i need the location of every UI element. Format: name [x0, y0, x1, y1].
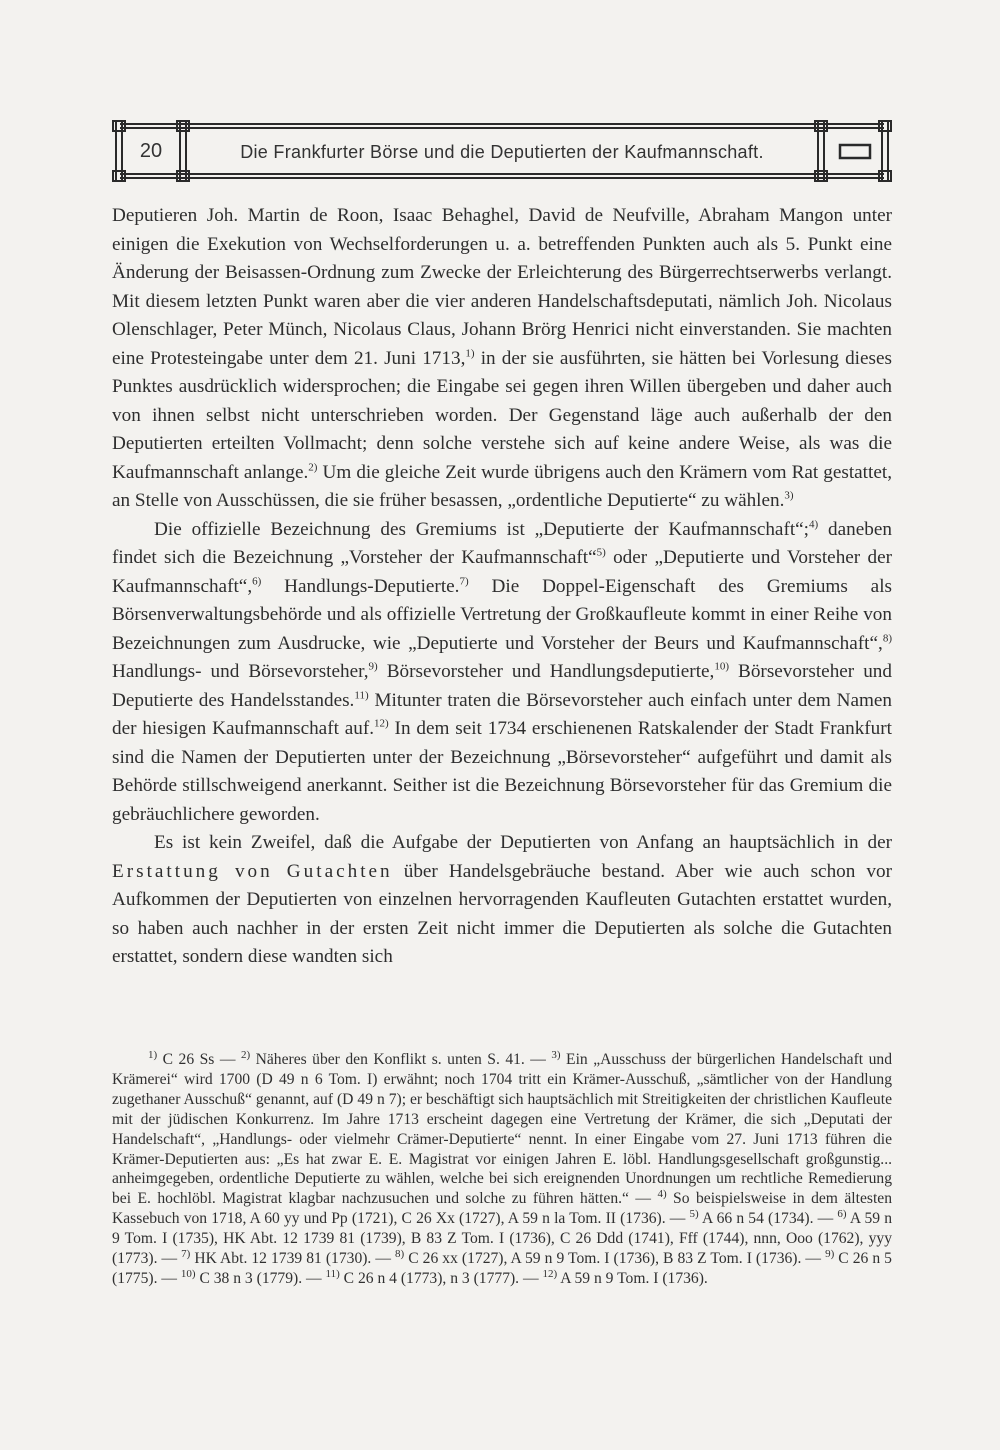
footnote-ref: 5) [596, 546, 606, 559]
footnote-ref: 9) [368, 660, 378, 673]
footnote-ref: 4) [809, 518, 819, 531]
footnote-text: C 26 Ss — [157, 1051, 241, 1068]
page-number: 20 [139, 140, 163, 162]
footnote-ref: 12) [374, 717, 389, 730]
footnote-text: HK Abt. 12 1739 81 (1730). — [190, 1250, 395, 1268]
footnote-text: Ein „Ausschuss der bürgerlichen Handelschaft und Krämerei“ wird 1700 (D 49 n 6 Tom. I) erwähnt; noch 1704 tritt ein Krämer-Ausschuß, „sämtlicher von der Handlung zugethaner Ausschuß“ genannt, auf (D 49 n 7); er beschäftigt sich hauptsächlich mit Streitigkeiten der christlichen Kaufleute mit der jüdischen Konkurrenz. Im Jahre 1713 erscheint dagegen eine Vertretung der Krämer, die sich „Deputati der Handelschaft“, „Handlungs- oder vielmehr Crämer-Deputierte“ nennt. In einer Eingabe vom 27. Juni 1713 führen die Krämer-Deputierten aus: „Es hat zwar E. E. Magistrat vor einigen Jahren E. löbl. Handlungsgesellschaft großgunstig... anheimgegeben, ordentliche Deputierte zu wählen, welche bei sich ereignenden Unordnungen um rechtliche Remedierung bei E. hochlöbl. Magistrat klagbar nachzusuchen und solche zu führen hätten.“ — [112, 1051, 892, 1208]
text-run: Um die gleiche Zeit wurde übrigens auch den Krämern vom Rat gestattet, an Stelle von Ausschüssen, die sie früher besassen, „ordentliche Deputierte“ zu wählen. [112, 461, 892, 511]
footnote-mark: 8) [395, 1247, 405, 1260]
footnote-text: A 66 n 54 (1734). — [698, 1210, 838, 1228]
footnote-mark: 3) [551, 1048, 561, 1061]
footnote-text: C 26 n 4 (1773), n 3 (1777). — [339, 1269, 543, 1287]
footnote-mark: 2) [240, 1048, 251, 1061]
paragraph [112, 202, 892, 516]
footnote-mark: 1) [148, 1048, 158, 1061]
footnote-ref: 1) [465, 347, 475, 360]
footnote-ref: 8) [882, 632, 892, 645]
footnote-mark: 7) [181, 1247, 191, 1260]
text-run: Deputieren Joh. Martin de Roon, Isaac Behaghel, David de Neufville, Abraham Mangon unter einigen die Exekution von Wechselforderungen u. a. betreffenden Punkten auch als 5. Punkt eine Änderung der Beisassen-Ordnung zum Zwecke der Erleichterung des Bürgerrechtserwerbs verlangt. Mit diesem letzten Punkt waren aber die vier anderen Handelschaftsdeputati, nämlich Joh. Nicolaus Olenschlager, Peter Münch, Nicolaus Claus, Johann Brörg Henrici nicht einverstanden. Sie machten eine Protesteingabe unter dem 21. Juni 1713, [112, 205, 892, 369]
footnote-mark: 11) [325, 1267, 340, 1280]
footnote-text: A 59 n 9 Tom. I (1736). [557, 1269, 708, 1287]
footnote-ref: 10) [714, 660, 730, 673]
footnote-ref: 7) [459, 575, 469, 588]
text-run: Handlungs- und Börsevorsteher, [112, 661, 369, 682]
footnote-mark: 4) [657, 1188, 667, 1201]
footnotes [112, 1050, 892, 1289]
text-run: Handlungs-Deputierte. [261, 575, 460, 597]
text-run: Mitunter traten die Börsevorsteher auch einfach unter dem Namen der hiesigen Kaufmannschaft auf. [112, 689, 892, 739]
footnote-text: Näheres über den Konflikt s. unten S. 41. — [250, 1051, 552, 1068]
paragraph [112, 829, 892, 972]
footnote-ref: 11) [354, 689, 369, 702]
footnote-text: A 59 n 9 Tom. I (1735), HK Abt. 12 1739 81 (1739), B 83 Z Tom. I (1736), C 26 Ddd (1741), Fff (1744), nnn, Ooo (1762), yyy (1773). — [112, 1210, 892, 1268]
footnote-ref: 6) [252, 575, 262, 588]
paragraph [112, 516, 892, 830]
main-text [112, 202, 892, 972]
footnote-text: C 38 n 3 (1779). — [195, 1269, 326, 1287]
footnote-block [112, 1050, 892, 1289]
text-run: Es ist kein Zweifel, daß die Aufgabe der Deputierten von Anfang an hauptsächlich in der [154, 832, 892, 853]
footnote-mark: 10) [180, 1267, 196, 1280]
page-header [112, 120, 892, 182]
text-run: Die offizielle Bezeichnung des Gremiums ist „Deputierte der Kaufmannschaft“; [154, 518, 810, 540]
footnote-ref: 3) [784, 489, 794, 502]
footnote-mark: 12) [542, 1267, 558, 1280]
running-title: Die Frankfurter Börse und die Deputierten der Kaufmannschaft. [240, 142, 764, 162]
footnote-text: C 26 n 5 (1775). — [112, 1250, 892, 1287]
footnote-mark: 9) [825, 1247, 835, 1260]
text-run: daneben findet sich die Bezeichnung „Vorsteher der Kaufmannschaft“ [112, 518, 892, 568]
text-run: Börsevorsteher und Handlungsdeputierte, [377, 661, 715, 682]
spaced-emphasis: Erstattung von Gutachten [112, 860, 393, 882]
text-run: Börsevorsteher und Deputierte des Handelsstandes. [112, 661, 892, 711]
text-run: in der sie ausführten, sie hätten bei Vorlesung dieses Punktes ausdrücklich widersprochen; die Eingabe sei gegen ihren Willen übergeben und daher auch von ihnen selbst nicht unterschrieben worden. Der Gegenstand läge auch außerhalb der den Deputierten erteilten Vollmacht; denn solche verstehe sich auf keine andere Weise, als was die Kaufmannschaft anlange. [112, 347, 892, 483]
footnote-text: So beispielsweise in dem ältesten Kassebuch von 1718, A 60 yy und Pp (1721), C 26 Xx (1727), A 59 n la Tom. II (1736). — [112, 1190, 892, 1228]
text-run: über Handelsgebräuche bestand. Aber wie auch schon vor Aufkommen der Deputierten von einzelnen hervorragenden Kaufleuten Gutachten erstattet wurden, so haben auch nachher in der ersten Zeit nicht immer die Deputierten als solche die Gutachten erstattet, sondern diese wandten sich [112, 860, 893, 967]
footnote-text: C 26 xx (1727), A 59 n 9 Tom. I (1736), B 83 Z Tom. I (1736). — [404, 1250, 826, 1268]
footnote-mark: 5) [689, 1208, 699, 1221]
text-run: oder „Deputierte und Vorsteher der Kaufmannschaft“, [112, 547, 892, 597]
footnote-ref: 2) [308, 461, 318, 474]
footnote-mark: 6) [837, 1208, 847, 1221]
text-run: Die Doppel-Eigenschaft des Gremiums als Börsenverwaltungsbehörde und als offizielle Vertretung der Großkaufleute kommt in einer Reihe von Bezeichnungen zum Ausdrucke, wie „Deputierte und Vorsteher der Beurs und Kaufmannschaft“, [112, 575, 892, 654]
text-run: In dem seit 1734 erschienenen Ratskalender der Stadt Frankfurt sind die Namen der Deputierten unter der Bezeichnung „Börsevorsteher“ aufgeführt und damit als Behörde stillschweigend anerkannt. Seither ist die Bezeichnung Börsevorsteher für das Gremium die gebräuchlichere geworden. [112, 718, 892, 825]
